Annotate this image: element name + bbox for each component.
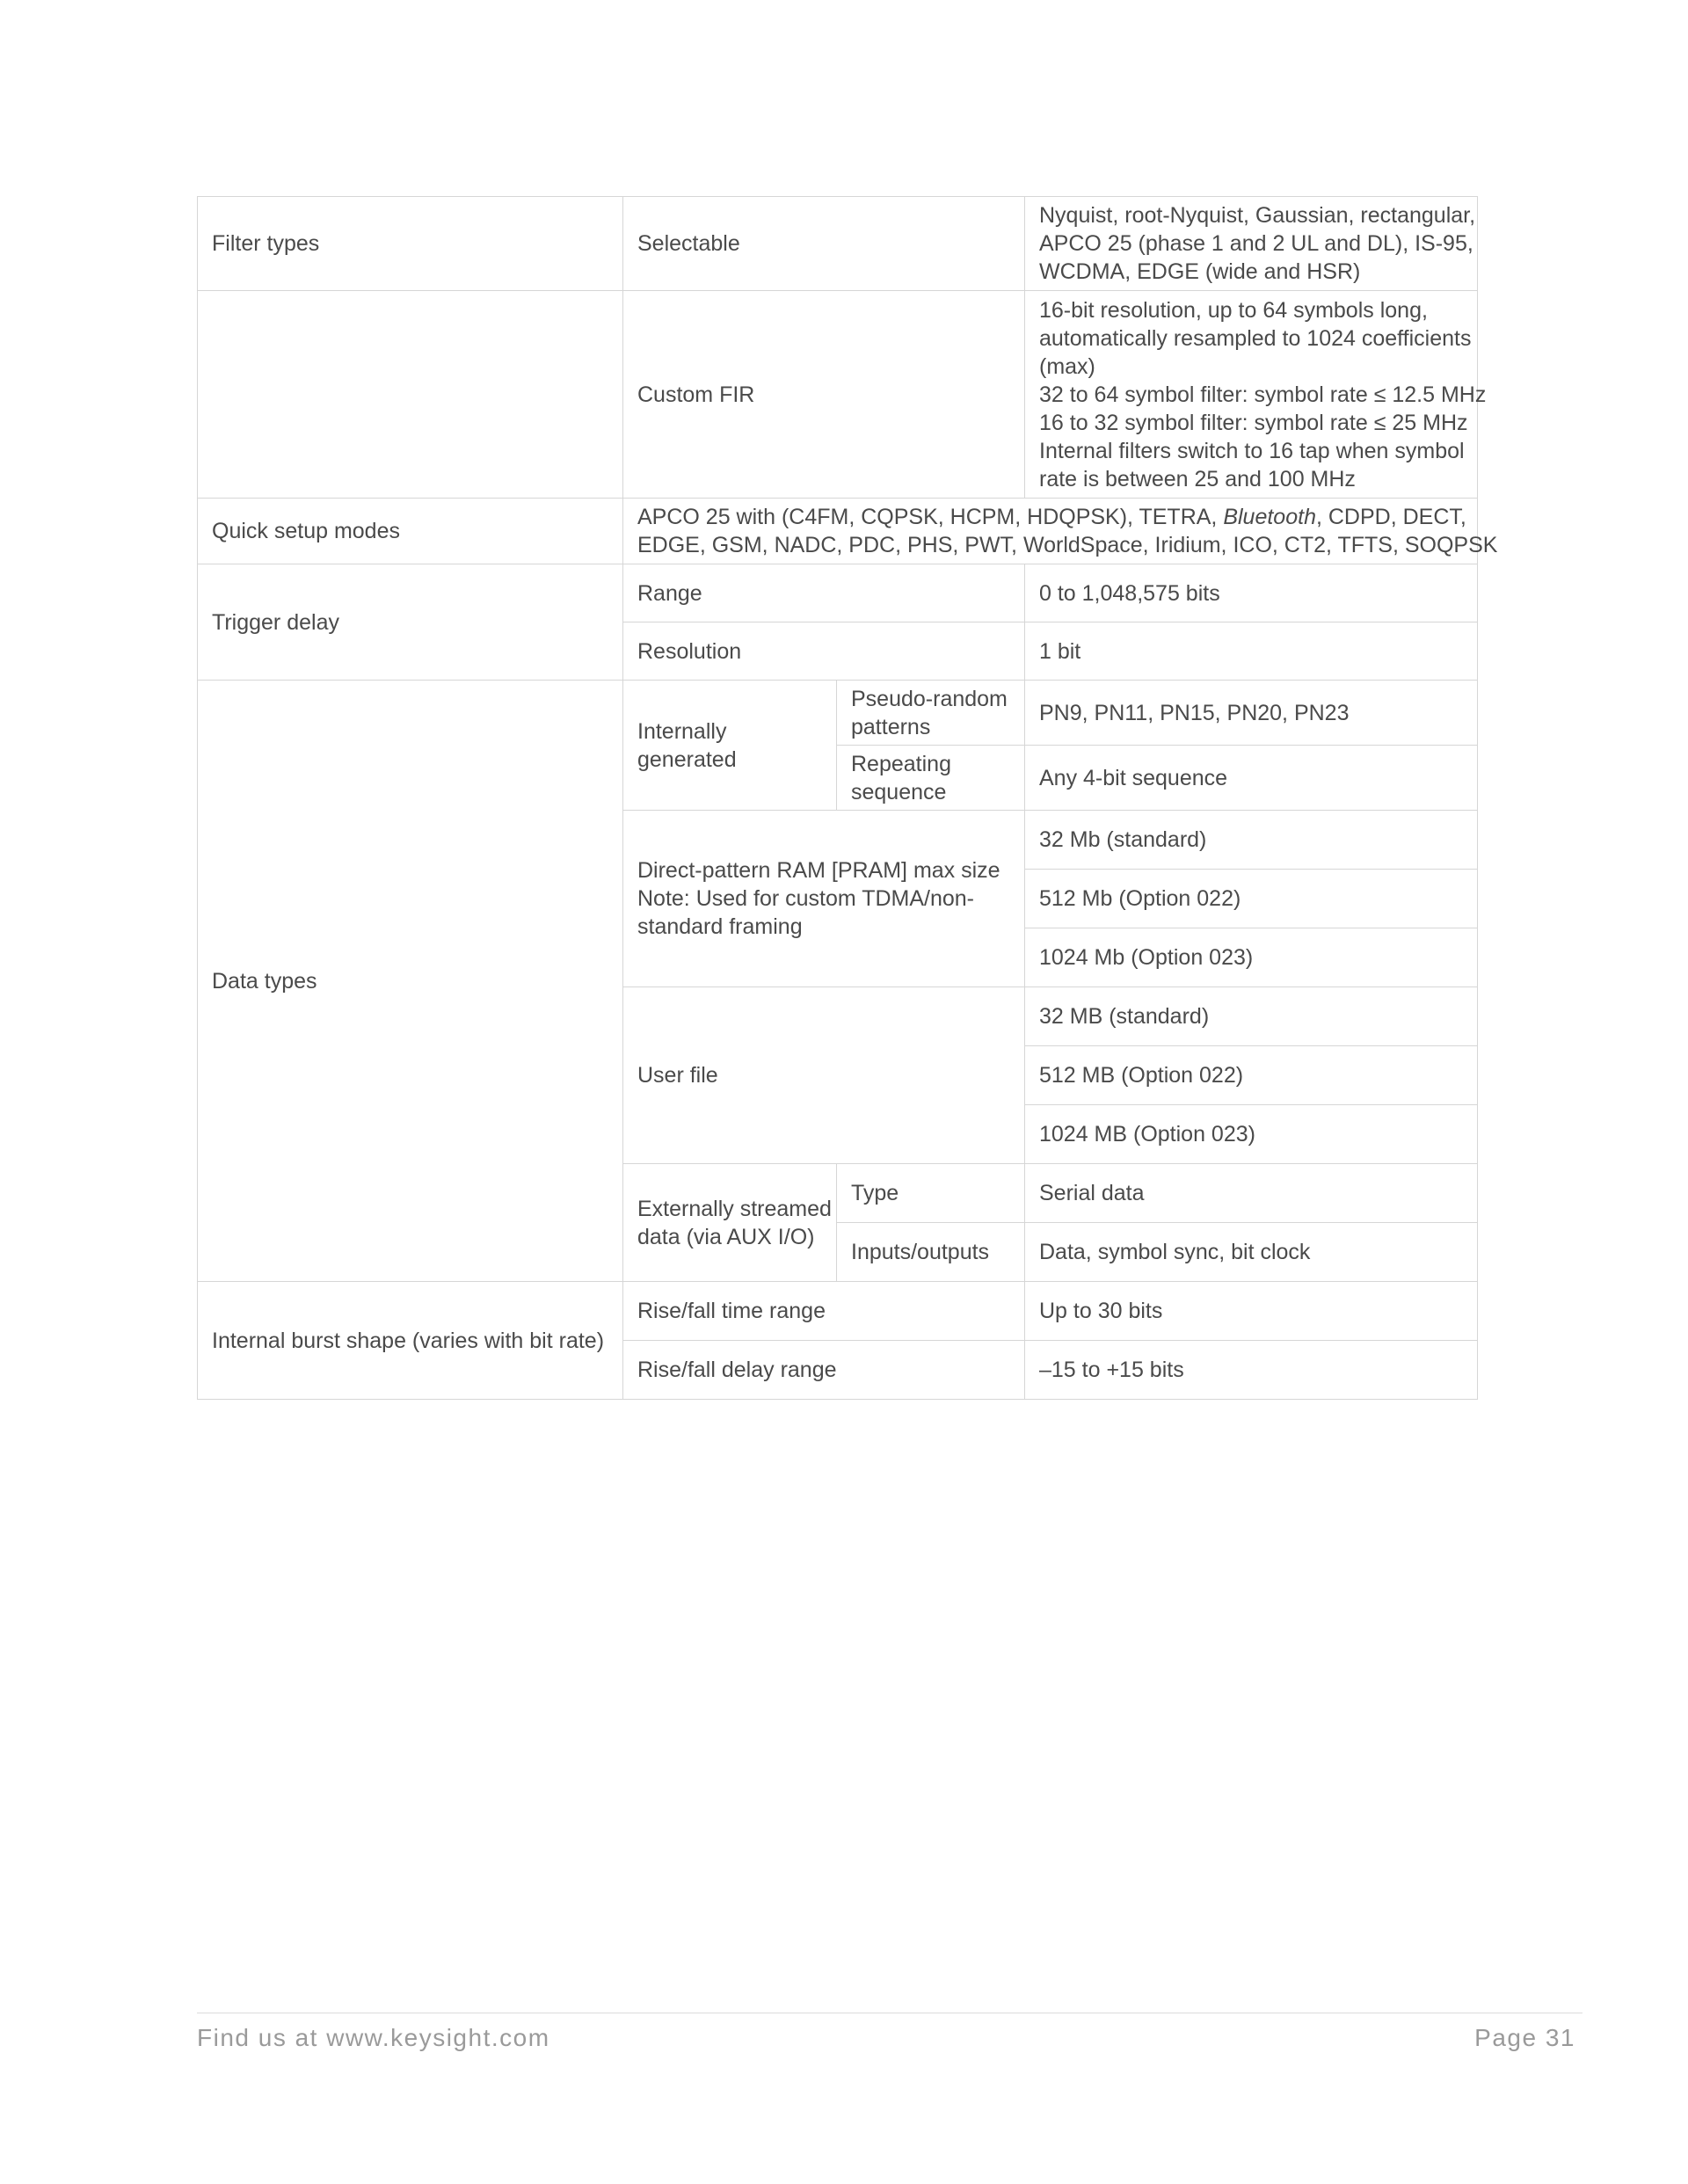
page-number: Page 31 xyxy=(1474,2024,1575,2051)
custom-fir-details xyxy=(1025,291,1487,499)
table-row xyxy=(198,499,1478,564)
table-row xyxy=(198,197,1478,291)
external-stream-label xyxy=(623,1164,837,1282)
text-line: automatically resampled to 1024 coefficients xyxy=(1039,325,1472,351)
text-span: , CDPD, DECT, xyxy=(1315,505,1466,529)
range-value: 0 to 1,048,575 bits xyxy=(1025,564,1478,622)
inputs-outputs-label: Inputs/outputs xyxy=(837,1223,1025,1282)
type-value: Serial data xyxy=(1025,1164,1478,1223)
resolution-value: 1 bit xyxy=(1025,622,1478,681)
table-row xyxy=(198,564,1478,622)
text-line: WCDMA, EDGE (wide and HSR) xyxy=(1039,259,1361,284)
pram-label xyxy=(623,811,1025,987)
text-line: Repeating xyxy=(851,751,951,776)
text-line: Pseudo-random xyxy=(851,686,1008,711)
text-line: Note: Used for custom TDMA/non- xyxy=(637,886,975,911)
user-file-value-standard: 32 MB (standard) xyxy=(1025,987,1478,1046)
repeating-label xyxy=(837,746,1025,811)
custom-fir-label: Custom FIR xyxy=(623,291,1025,499)
text-line: rate is between 25 and 100 MHz xyxy=(1039,466,1356,491)
resolution-label: Resolution xyxy=(623,622,1025,681)
range-label: Range xyxy=(623,564,1025,622)
table-row xyxy=(198,681,1478,746)
selectable-label: Selectable xyxy=(623,197,1025,291)
delay-range-value: –15 to +15 bits xyxy=(1025,1341,1478,1400)
text-line: Externally streamed xyxy=(637,1196,832,1221)
inputs-outputs-value: Data, symbol sync, bit clock xyxy=(1025,1223,1478,1282)
pseudo-random-value: PN9, PN11, PN15, PN20, PN23 xyxy=(1025,681,1478,746)
table-row xyxy=(198,1282,1478,1341)
quick-setup-modes xyxy=(623,499,1498,564)
text-line: (max) xyxy=(1039,353,1095,379)
text-line: APCO 25 (phase 1 and 2 UL and DL), IS-95, xyxy=(1039,231,1473,256)
pram-value-standard: 32 Mb (standard) xyxy=(1025,811,1478,870)
internally-generated-label: Internally generated xyxy=(623,681,837,811)
text-line: Nyquist, root-Nyquist, Gaussian, rectangular, xyxy=(1039,203,1476,228)
trigger-delay-label: Trigger delay xyxy=(198,564,623,681)
table-row xyxy=(198,291,1478,499)
text-line: patterns xyxy=(851,714,931,739)
text-line: 32 to 64 symbol filter: symbol rate ≤ 12.5 MHz xyxy=(1039,382,1487,407)
pram-value-option-023: 1024 Mb (Option 023) xyxy=(1025,928,1478,987)
text-line: data (via AUX I/O) xyxy=(637,1224,815,1249)
rise-time-label: Rise/fall time range xyxy=(623,1282,1025,1341)
rise-time-value: Up to 30 bits xyxy=(1025,1282,1478,1341)
delay-range-label: Rise/fall delay range xyxy=(623,1341,1025,1400)
text-span: APCO 25 with (C4FM, CQPSK, HCPM, HDQPSK), TETRA, xyxy=(637,505,1224,529)
user-file-value-option-022: 512 MB (Option 022) xyxy=(1025,1046,1478,1105)
selectable-filters xyxy=(1025,197,1478,291)
filter-types-label: Filter types xyxy=(198,197,623,291)
repeating-value: Any 4-bit sequence xyxy=(1025,746,1478,811)
text-line: standard framing xyxy=(637,914,803,939)
empty-cell xyxy=(198,291,623,499)
pseudo-random-label xyxy=(837,681,1025,746)
text-line: EDGE, GSM, NADC, PDC, PHS, PWT, WorldSpace, Iridium, ICO, CT2, TFTS, SOQPSK xyxy=(637,533,1498,557)
type-label: Type xyxy=(837,1164,1025,1223)
text-line: 16 to 32 symbol filter: symbol rate ≤ 25 MHz xyxy=(1039,410,1468,435)
text-line: sequence xyxy=(851,779,947,804)
bluetooth-italic: Bluetooth xyxy=(1223,505,1316,529)
quick-setup-label: Quick setup modes xyxy=(198,499,623,564)
data-types-label: Data types xyxy=(198,681,623,1282)
footer-website: Find us at www.keysight.com xyxy=(197,2024,550,2051)
text-line: Direct-pattern RAM [PRAM] max size xyxy=(637,858,1000,883)
user-file-label: User file xyxy=(623,987,1025,1164)
text-line xyxy=(637,503,1465,531)
spec-table xyxy=(197,196,1498,1400)
pram-value-option-022: 512 Mb (Option 022) xyxy=(1025,870,1478,928)
text-line: Internal filters switch to 16 tap when symbol xyxy=(1039,438,1465,463)
burst-shape-label: Internal burst shape (varies with bit rate) xyxy=(198,1282,623,1400)
text-line: 16-bit resolution, up to 64 symbols long, xyxy=(1039,297,1428,323)
user-file-value-option-023: 1024 MB (Option 023) xyxy=(1025,1105,1478,1164)
